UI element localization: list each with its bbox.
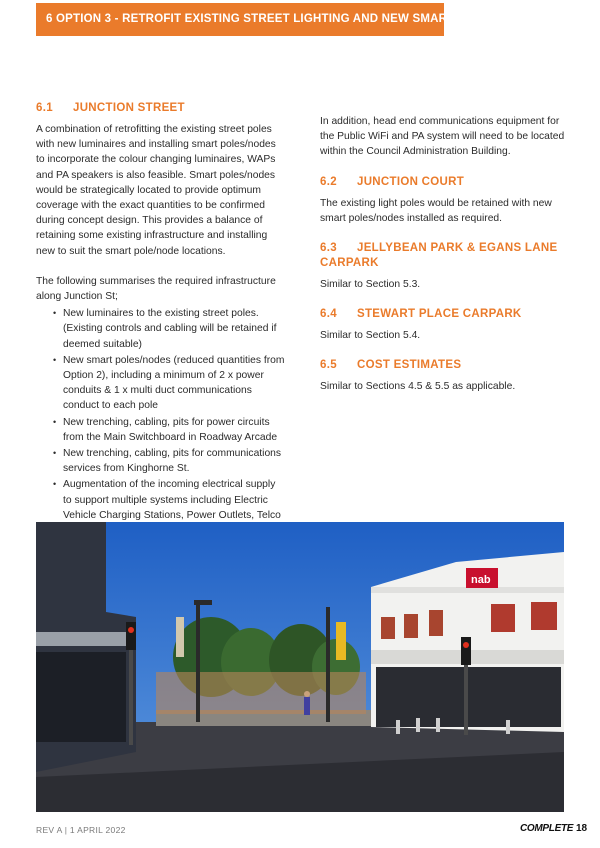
window bbox=[429, 610, 443, 636]
signal-pole bbox=[464, 665, 468, 735]
section-heading bbox=[320, 358, 565, 373]
section-title: JUNCTION STREET bbox=[73, 102, 185, 114]
section-number: 6.4 bbox=[320, 308, 337, 321]
section-6-3 bbox=[320, 241, 565, 292]
street-photo bbox=[36, 522, 564, 812]
page-number: 18 bbox=[576, 823, 588, 834]
section-6-5 bbox=[320, 358, 565, 394]
street-pole bbox=[196, 602, 200, 722]
bollard bbox=[436, 718, 440, 732]
section-heading-6-1 bbox=[36, 101, 286, 116]
window bbox=[491, 604, 515, 632]
traffic-light bbox=[461, 637, 471, 665]
signal-pole bbox=[129, 650, 133, 745]
section-title: COST ESTIMATES bbox=[357, 359, 462, 372]
section-text: Similar to Sections 4.5 & 5.5 as applicable. bbox=[320, 381, 516, 393]
paragraph-intro: A combination of retrofitting the existing street poles with new luminaires and installing smart poles/nodes to incorporate the colour changing luminaires, WAPs and PA speakers is also feasible. Smart poles/nodes would be strategically located to provide optimum coverage with the exact quantities to be confirmed during concept design. This provides a balance of retaining some existing infrastructure and installing new to suit the smart pole/node locations. bbox=[36, 124, 276, 257]
section-number: 6.3 bbox=[320, 242, 337, 255]
nab-sign-text: nab bbox=[471, 574, 491, 586]
section-title: JUNCTION COURT bbox=[357, 175, 465, 188]
section-number: 6.1 bbox=[36, 102, 53, 114]
list-item: • New luminaires to the existing street poles. (Existing controls and cabling will be retained if deemed suitable) bbox=[36, 306, 286, 352]
pole-arm bbox=[194, 600, 212, 605]
list-item: • Augmentation of the incoming electrical supply to support multiple systems including Electric Vehicle Charging Stations, Power Outlets, Telco bbox=[36, 477, 286, 538]
right-column bbox=[320, 114, 565, 410]
bollard bbox=[396, 720, 400, 734]
section-6-4 bbox=[320, 307, 565, 343]
pedestrian-head bbox=[304, 691, 310, 697]
distant-buildings bbox=[156, 672, 366, 714]
list-item: • New smart poles/nodes (reduced quantities from Option 2), including a minimum of 2 x power conduits & 1 x multi duct communications conduct to each pole bbox=[36, 353, 286, 414]
bollard bbox=[506, 720, 510, 734]
infrastructure-list bbox=[36, 306, 286, 538]
banner-flag bbox=[176, 617, 184, 657]
section-number: 6.2 bbox=[320, 175, 337, 188]
street-scene-illustration bbox=[36, 522, 564, 812]
red-light bbox=[463, 642, 469, 648]
left-column bbox=[36, 101, 286, 539]
red-light bbox=[128, 627, 134, 633]
left-shopfront bbox=[36, 652, 126, 742]
pedestrian bbox=[304, 697, 310, 715]
section-title: STEWART PLACE CARPARK bbox=[357, 308, 522, 321]
section-heading bbox=[320, 307, 565, 322]
street-pole bbox=[326, 607, 330, 722]
section-banner: 6 OPTION 3 - RETROFIT EXISTING STREET LIGHTING AND NEW SMART POLES bbox=[36, 3, 444, 36]
banner-flag bbox=[336, 622, 346, 660]
section-text: Similar to Section 5.4. bbox=[320, 330, 421, 342]
footer-revision: REV A | 1 APRIL 2022 bbox=[36, 825, 126, 835]
window bbox=[531, 602, 557, 630]
section-heading bbox=[320, 175, 565, 190]
window bbox=[381, 617, 395, 639]
footer-brand-logo: COMPLETE bbox=[520, 823, 574, 834]
paragraph-summary: The following summarises the required infrastructure along Junction St; bbox=[36, 275, 276, 303]
list-item: • New trenching, cabling, pits for power circuits from the Main Switchboard in Roadway Arcade bbox=[36, 415, 286, 445]
section-number: 6.5 bbox=[320, 359, 337, 372]
section-heading bbox=[320, 241, 565, 271]
window bbox=[404, 614, 418, 638]
bollard bbox=[416, 718, 420, 732]
section-text: Similar to Section 5.3. bbox=[320, 279, 421, 291]
section-text: The existing light poles would be retained with new smart poles/nodes installed as required. bbox=[320, 197, 552, 224]
section-6-2 bbox=[320, 175, 565, 226]
paragraph-headend: In addition, head end communications equipment for the Public WiFi and PA system will need to be located within the Council Administration Building. bbox=[320, 116, 565, 158]
list-item: • New trenching, cabling, pits for communications services from Kinghorne St. bbox=[36, 446, 286, 476]
traffic-light bbox=[126, 622, 136, 650]
shopfront bbox=[376, 667, 561, 727]
left-awning bbox=[36, 632, 131, 646]
section-title: JELLYBEAN PARK & EGANS LANE CARPARK bbox=[320, 242, 558, 270]
